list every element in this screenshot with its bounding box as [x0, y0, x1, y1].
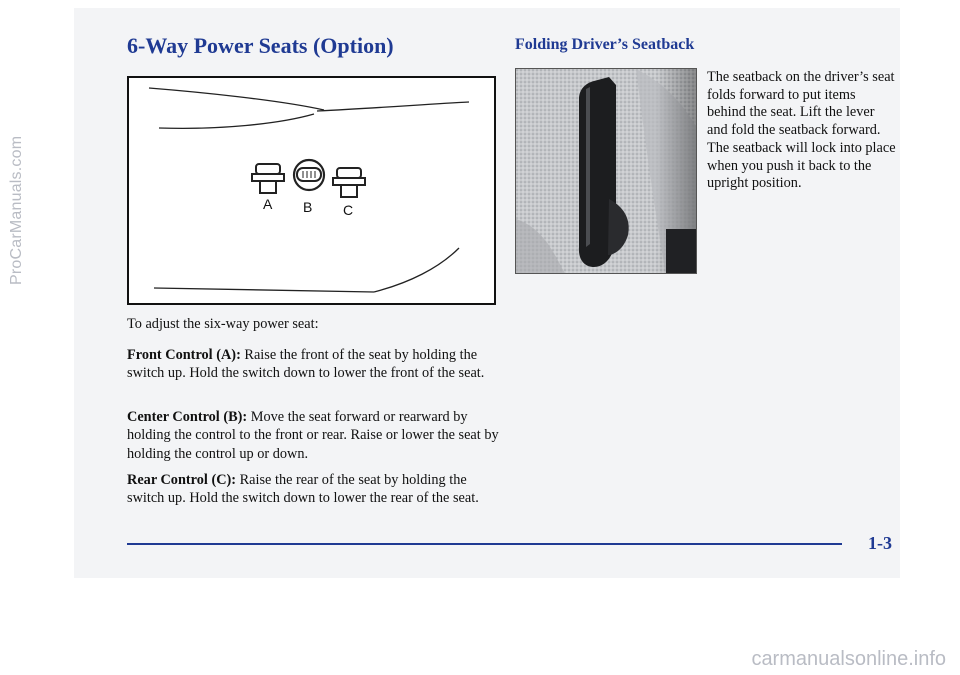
switch-label-b: B — [303, 199, 313, 215]
bottom-watermark: carmanualsonline.info — [751, 648, 946, 670]
rear-control-label: Rear Control (C): — [127, 472, 237, 488]
front-control-switch-icon — [252, 164, 284, 193]
folding-seatback-description: The seatback on the driver’s seat folds forward to put items behind the seat. Lift the lever and fold the seatback forward. The seatback will lock into place when you push it back to the upright position. — [707, 69, 896, 192]
rear-control-switch-icon — [333, 168, 365, 197]
power-seats-heading: 6-Way Power Seats (Option) — [127, 33, 394, 58]
folding-seatback-heading: Folding Driver’s Seatback — [515, 36, 695, 53]
rear-control-paragraph — [127, 471, 502, 508]
seat-side-outline — [129, 78, 498, 307]
front-control-label: Front Control (A): — [127, 347, 241, 363]
footer-rule — [127, 543, 842, 545]
power-seat-switch-diagram — [127, 76, 496, 305]
center-control-paragraph — [127, 408, 502, 463]
front-control-text: Raise the front of the seat by holding the switch up. Hold the switch down to lower the front of the seat. — [127, 347, 485, 382]
front-control-paragraph — [127, 346, 502, 383]
switch-label-c: C — [343, 202, 354, 218]
seatback-lever-photo — [515, 68, 697, 274]
switch-label-a: A — [263, 196, 273, 212]
center-control-label: Center Control (B): — [127, 409, 248, 425]
center-control-text: Move the seat forward or rearward by holding the control to the front or rear. Raise or lower the seat by holding the control up or down. — [127, 409, 499, 462]
page-number: 1-3 — [868, 533, 892, 553]
power-seat-intro: To adjust the six-way power seat: — [127, 316, 319, 332]
center-control-knob-icon — [294, 160, 324, 190]
rear-control-text: Raise the rear of the seat by holding the switch up. Hold the switch down to lower the rear of the seat. — [127, 472, 479, 507]
side-watermark: ProCarManuals.com — [8, 135, 25, 285]
